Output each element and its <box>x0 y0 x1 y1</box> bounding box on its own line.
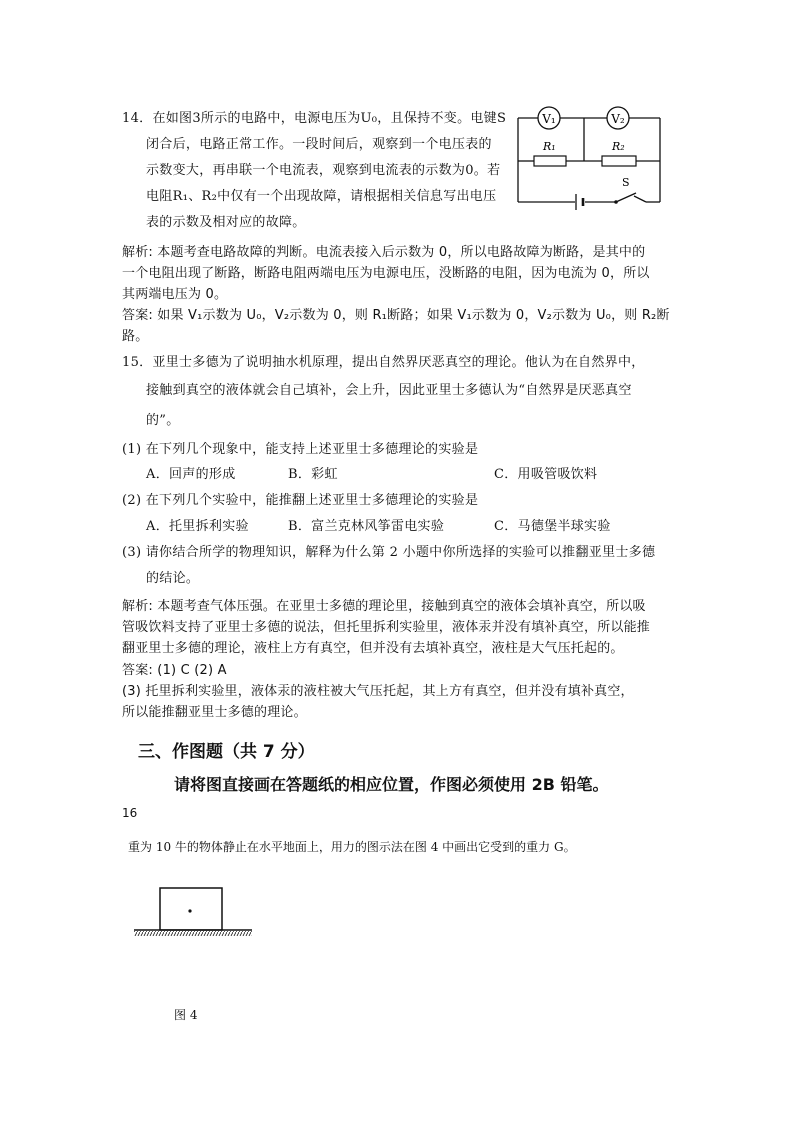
q15-sub3-line-2: 的结论。 <box>146 571 200 586</box>
center-of-mass-dot <box>188 909 191 912</box>
q15-sub1-option-c: C．用吸管吸饮料 <box>494 467 598 482</box>
q15-analysis-line-3: 翻亚里士多德的理论，液柱上方有真空，但并没有去填补真空，液柱是大气压托起的。 <box>122 641 624 656</box>
switch-symbol <box>616 193 636 202</box>
resistor-r2-symbol <box>602 156 636 166</box>
q15-analysis-line-2: 管吸饮料支持了亚里士多德的说法，但托里拆利实验里，液体汞并没有填补真空，所以能推 <box>122 620 651 635</box>
r1-label: R₁ <box>543 140 556 153</box>
resistor-r1-symbol <box>534 156 566 166</box>
q15-line-1: 15．亚里士多德为了说明抽水机原理，提出自然界厌恶真空的理论。他认为在自然界中， <box>122 355 645 370</box>
q16-text: 重为 10 牛的物体静止在水平地面上，用力的图示法在图 4 中画出它受到的重力 G。 <box>128 840 576 854</box>
q15-sub2-option-b: B．富兰克林风筝雷电实验 <box>288 519 445 534</box>
q15-line-2: 接触到真空的液体就会自己填补，会上升，因此亚里士多德认为“自然界是厌恶真空 <box>146 383 632 398</box>
q14-analysis-line-3: 其两端电压为 0。 <box>122 287 228 302</box>
v2-label: V₂ <box>611 112 625 126</box>
figure-4-box-on-ground <box>134 884 254 942</box>
q15-sub1: (1) 在下列几个现象中，能支持上述亚里士多德理论的实验是 <box>122 442 479 457</box>
q14-answer-line-2: 路。 <box>122 329 149 344</box>
q15-line-3: 的”。 <box>146 413 180 428</box>
q14-analysis-line-1: 解析: 本题考查电路故障的判断。电流表接入后示数为 0，所以电路故障为断路，是其中的 <box>122 245 646 260</box>
section-3-title: 三、作图题（共 7 分） <box>138 742 315 762</box>
q15-analysis-line-1: 解析: 本题考查气体压强。在亚里士多德的理论里，接触到真空的液体会填补真空，所以吸 <box>122 599 646 614</box>
q14-line-4: 电阻R₁、R₂中仅有一个出现故障，请根据相关信息写出电压 <box>146 189 497 204</box>
q15-sub2-option-a: A．托里拆利实验 <box>146 519 249 534</box>
ground-hatching <box>134 931 252 936</box>
q14-line-5: 表的示数及相对应的故障。 <box>146 215 306 230</box>
q16-number: 16 <box>122 806 138 820</box>
q15-sub3-line-1: (3) 请你结合所学的物理知识，解释为什么第 2 小题中你所选择的实验可以推翻亚里士多德 <box>122 545 656 560</box>
object-box <box>160 888 222 930</box>
q14-line-3: 示数变大，再串联一个电流表，观察到电流表的示数为0。若 <box>146 163 501 178</box>
figure-4-label: 图 4 <box>174 1008 198 1022</box>
q15-answer-line-2: (3) 托里拆利实验里，液体汞的液柱被大气压托起，其上方有真空，但并没有填补真空， <box>122 684 634 699</box>
q15-sub1-option-a: A．回声的形成 <box>146 467 236 482</box>
q14-line-1: 14．在如图3所示的电路中，电源电压为U₀，且保持不变。电键S <box>122 111 507 126</box>
r2-label: R₂ <box>612 140 625 153</box>
q15-answer-line-3: 所以能推翻亚里士多德的理论。 <box>122 705 307 720</box>
q15-sub2-option-c: C．马德堡半球实验 <box>494 519 611 534</box>
q15-answer-line-1: 答案: (1) C (2) A <box>122 663 227 678</box>
q15-sub1-option-b: B．彩虹 <box>288 467 338 482</box>
switch-label: S <box>622 176 630 189</box>
q14-line-2: 闭合后，电路正常工作。一段时间后，观察到一个电压表的 <box>146 137 492 152</box>
battery-symbol <box>575 194 585 210</box>
v1-label: V₁ <box>542 112 556 126</box>
circuit-diagram <box>512 104 667 214</box>
q14-analysis-line-2: 一个电阻出现了断路，断路电阻两端电压为电源电压，没断路的电阻，因为电流为 0，所以 <box>122 266 650 281</box>
q14-answer-line-1: 答案: 如果 V₁示数为 U₀，V₂示数为 0，则 R₁断路；如果 V₁示数为 0，V₂示数为 U₀，则 R₂断 <box>122 308 670 323</box>
q15-sub2: (2) 在下列几个实验中，能推翻上述亚里士多德理论的实验是 <box>122 493 479 508</box>
section-3-instruction: 请将图直接画在答题纸的相应位置，作图必须使用 2B 铅笔。 <box>174 775 609 794</box>
